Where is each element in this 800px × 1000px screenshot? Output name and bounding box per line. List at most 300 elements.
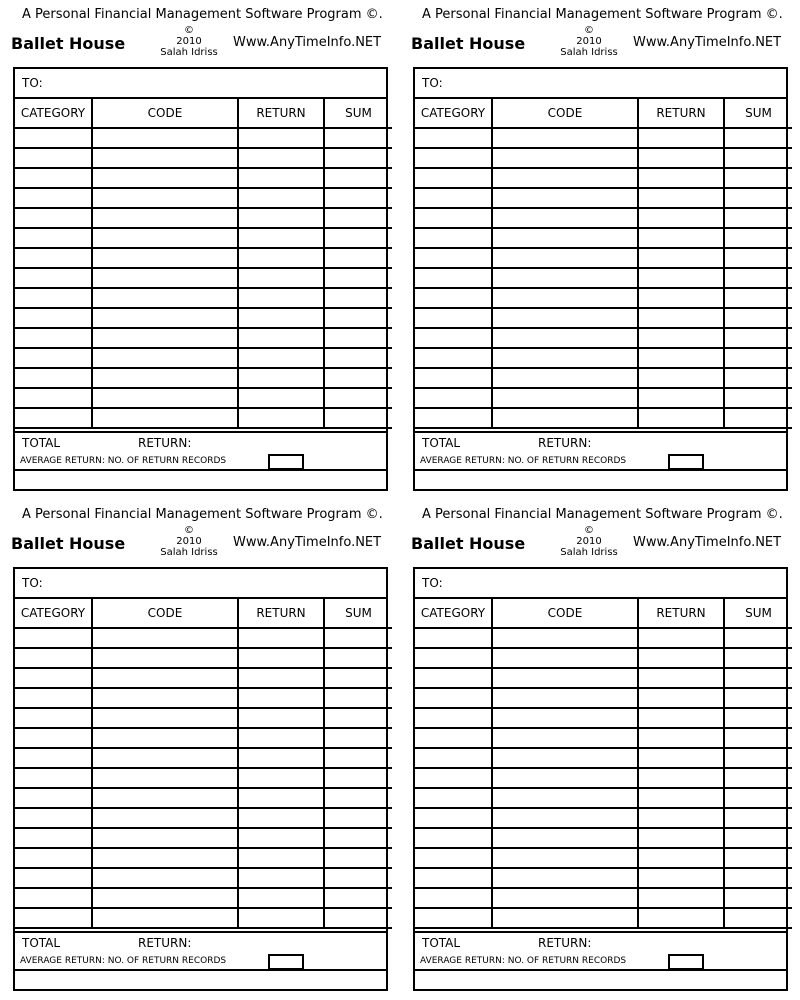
category-cell[interactable] xyxy=(15,768,92,788)
category-cell[interactable] xyxy=(415,648,492,668)
category-cell[interactable] xyxy=(415,228,492,248)
code-cell[interactable] xyxy=(492,348,638,368)
return-cell[interactable] xyxy=(638,788,724,808)
sum-cell[interactable] xyxy=(324,328,392,348)
code-cell[interactable] xyxy=(492,688,638,708)
category-cell[interactable] xyxy=(415,328,492,348)
to-field[interactable] xyxy=(415,569,786,599)
copyright-year: 2010 xyxy=(176,36,202,47)
category-cell[interactable] xyxy=(415,628,492,648)
code-cell[interactable] xyxy=(92,368,238,388)
sum-cell[interactable] xyxy=(324,668,392,688)
table-row xyxy=(15,208,392,228)
return-cell[interactable] xyxy=(238,188,324,208)
code-cell[interactable] xyxy=(92,748,238,768)
sum-cell[interactable] xyxy=(324,308,392,328)
total-label: TOTAL xyxy=(422,436,461,450)
sum-cell[interactable] xyxy=(724,768,792,788)
sum-cell[interactable] xyxy=(324,408,392,428)
category-cell[interactable] xyxy=(15,628,92,648)
sum-cell[interactable] xyxy=(724,808,792,828)
code-cell[interactable] xyxy=(492,208,638,228)
category-cell[interactable] xyxy=(415,688,492,708)
sum-cell[interactable] xyxy=(724,708,792,728)
code-cell[interactable] xyxy=(492,848,638,868)
category-cell[interactable] xyxy=(415,368,492,388)
return-cell[interactable] xyxy=(638,808,724,828)
code-cell[interactable] xyxy=(92,128,238,148)
code-cell[interactable] xyxy=(492,668,638,688)
return-cell[interactable] xyxy=(638,748,724,768)
category-cell[interactable] xyxy=(415,748,492,768)
table-row xyxy=(415,228,792,248)
return-cell[interactable] xyxy=(238,668,324,688)
return-cell[interactable] xyxy=(638,648,724,668)
code-cell[interactable] xyxy=(492,888,638,908)
return-cell[interactable] xyxy=(238,228,324,248)
average-return-label: AVERAGE RETURN: NO. OF RETURN RECORDS xyxy=(20,956,227,966)
code-cell[interactable] xyxy=(492,808,638,828)
code-cell[interactable] xyxy=(492,748,638,768)
to-field[interactable] xyxy=(15,569,386,599)
category-cell[interactable] xyxy=(415,908,492,928)
return-cell[interactable] xyxy=(638,688,724,708)
return-cell[interactable] xyxy=(638,288,724,308)
sum-cell[interactable] xyxy=(724,148,792,168)
return-total-label: RETURN: xyxy=(138,936,192,950)
category-cell[interactable] xyxy=(415,268,492,288)
sum-cell[interactable] xyxy=(324,788,392,808)
table-row xyxy=(15,268,392,288)
category-cell[interactable] xyxy=(15,828,92,848)
sum-cell[interactable] xyxy=(324,828,392,848)
category-cell[interactable] xyxy=(15,888,92,908)
code-cell[interactable] xyxy=(92,688,238,708)
return-cell[interactable] xyxy=(238,888,324,908)
code-cell[interactable] xyxy=(492,908,638,928)
category-cell[interactable] xyxy=(15,848,92,868)
code-cell[interactable] xyxy=(492,148,638,168)
sum-cell[interactable] xyxy=(724,828,792,848)
return-cell[interactable] xyxy=(638,868,724,888)
code-cell[interactable] xyxy=(492,228,638,248)
code-cell[interactable] xyxy=(92,908,238,928)
table-row xyxy=(15,148,392,168)
category-cell[interactable] xyxy=(415,408,492,428)
sum-cell[interactable] xyxy=(724,268,792,288)
category-cell[interactable] xyxy=(415,388,492,408)
table-row xyxy=(15,348,392,368)
table-row xyxy=(15,888,392,908)
sum-cell[interactable] xyxy=(324,648,392,668)
category-cell[interactable] xyxy=(15,248,92,268)
return-cell[interactable] xyxy=(638,308,724,328)
return-cell[interactable] xyxy=(238,268,324,288)
category-cell[interactable] xyxy=(15,328,92,348)
column-header-code: CODE xyxy=(92,99,238,128)
return-records-count-field[interactable] xyxy=(268,454,304,470)
return-cell[interactable] xyxy=(238,328,324,348)
sum-cell[interactable] xyxy=(324,888,392,908)
code-cell[interactable] xyxy=(92,848,238,868)
category-cell[interactable] xyxy=(415,288,492,308)
category-cell[interactable] xyxy=(415,308,492,328)
code-cell[interactable] xyxy=(92,188,238,208)
table-row xyxy=(415,768,792,788)
author-name: Salah Idriss xyxy=(560,47,618,58)
return-cell[interactable] xyxy=(238,248,324,268)
return-cell[interactable] xyxy=(638,888,724,908)
sum-cell[interactable] xyxy=(324,768,392,788)
return-cell[interactable] xyxy=(238,788,324,808)
sum-cell[interactable] xyxy=(724,668,792,688)
category-cell[interactable] xyxy=(15,748,92,768)
table-row xyxy=(415,148,792,168)
return-cell[interactable] xyxy=(638,128,724,148)
code-cell[interactable] xyxy=(492,408,638,428)
code-cell[interactable] xyxy=(492,708,638,728)
return-cell[interactable] xyxy=(238,768,324,788)
sum-cell[interactable] xyxy=(324,348,392,368)
table-row xyxy=(415,648,792,668)
sum-cell[interactable] xyxy=(324,728,392,748)
category-cell[interactable] xyxy=(15,188,92,208)
category-cell[interactable] xyxy=(415,188,492,208)
return-cell[interactable] xyxy=(638,228,724,248)
average-return-field[interactable] xyxy=(415,969,786,989)
sum-cell[interactable] xyxy=(724,848,792,868)
return-total-label: RETURN: xyxy=(538,936,592,950)
copyright-block xyxy=(154,525,224,558)
copyright-block xyxy=(154,25,224,58)
category-cell[interactable] xyxy=(15,228,92,248)
column-header-code: CODE xyxy=(492,99,638,128)
sum-cell[interactable] xyxy=(324,208,392,228)
return-cell[interactable] xyxy=(238,908,324,928)
sum-cell[interactable] xyxy=(724,388,792,408)
category-cell[interactable] xyxy=(15,308,92,328)
return-cell[interactable] xyxy=(638,208,724,228)
table-header-row xyxy=(15,99,392,128)
return-cell[interactable] xyxy=(238,368,324,388)
category-cell[interactable] xyxy=(15,728,92,748)
code-cell[interactable] xyxy=(492,328,638,348)
return-cell[interactable] xyxy=(638,148,724,168)
sum-cell[interactable] xyxy=(724,188,792,208)
return-cell[interactable] xyxy=(238,148,324,168)
copyright-symbol: © xyxy=(184,25,194,36)
category-cell[interactable] xyxy=(15,408,92,428)
return-cell[interactable] xyxy=(638,188,724,208)
category-cell[interactable] xyxy=(415,208,492,228)
sum-cell[interactable] xyxy=(724,168,792,188)
code-cell[interactable] xyxy=(92,248,238,268)
average-return-label: AVERAGE RETURN: NO. OF RETURN RECORDS xyxy=(420,456,627,466)
table-row xyxy=(415,848,792,868)
return-cell[interactable] xyxy=(238,168,324,188)
return-cell[interactable] xyxy=(638,408,724,428)
sum-cell[interactable] xyxy=(724,628,792,648)
sum-cell[interactable] xyxy=(324,188,392,208)
code-cell[interactable] xyxy=(492,128,638,148)
category-cell[interactable] xyxy=(15,648,92,668)
return-cell[interactable] xyxy=(638,268,724,288)
code-cell[interactable] xyxy=(92,328,238,348)
sum-cell[interactable] xyxy=(324,368,392,388)
sum-cell[interactable] xyxy=(324,228,392,248)
category-cell[interactable] xyxy=(415,668,492,688)
sum-cell[interactable] xyxy=(724,348,792,368)
sum-cell[interactable] xyxy=(724,688,792,708)
code-cell[interactable] xyxy=(492,828,638,848)
sum-cell[interactable] xyxy=(724,788,792,808)
sum-cell[interactable] xyxy=(324,288,392,308)
sum-cell[interactable] xyxy=(724,288,792,308)
return-records-count-field[interactable] xyxy=(668,454,704,470)
author-name: Salah Idriss xyxy=(160,547,218,558)
return-cell[interactable] xyxy=(238,128,324,148)
code-cell[interactable] xyxy=(492,388,638,408)
sum-cell[interactable] xyxy=(724,648,792,668)
code-cell[interactable] xyxy=(92,148,238,168)
category-cell[interactable] xyxy=(15,168,92,188)
code-cell[interactable] xyxy=(92,668,238,688)
sum-cell[interactable] xyxy=(324,388,392,408)
table-row xyxy=(15,748,392,768)
code-cell[interactable] xyxy=(492,168,638,188)
code-cell[interactable] xyxy=(92,288,238,308)
column-header-code: CODE xyxy=(92,599,238,628)
entries-table xyxy=(415,599,792,929)
code-cell[interactable] xyxy=(492,648,638,668)
return-cell[interactable] xyxy=(238,348,324,368)
brand-name: Ballet House xyxy=(11,34,126,53)
average-return-field[interactable] xyxy=(15,469,386,489)
to-field[interactable] xyxy=(15,69,386,99)
category-cell[interactable] xyxy=(415,728,492,748)
sum-cell[interactable] xyxy=(324,868,392,888)
expense-form xyxy=(404,0,794,496)
code-cell[interactable] xyxy=(492,248,638,268)
category-cell[interactable] xyxy=(415,888,492,908)
column-header-return: RETURN xyxy=(238,99,324,128)
category-cell[interactable] xyxy=(15,868,92,888)
return-cell[interactable] xyxy=(238,308,324,328)
sum-cell[interactable] xyxy=(324,908,392,928)
column-header-sum: SUM xyxy=(324,599,392,628)
return-cell[interactable] xyxy=(638,348,724,368)
code-cell[interactable] xyxy=(92,648,238,668)
return-cell[interactable] xyxy=(638,168,724,188)
category-cell[interactable] xyxy=(15,128,92,148)
category-cell[interactable] xyxy=(415,128,492,148)
column-header-category: CATEGORY xyxy=(15,99,92,128)
return-cell[interactable] xyxy=(238,848,324,868)
return-records-count-field[interactable] xyxy=(668,954,704,970)
category-cell[interactable] xyxy=(15,788,92,808)
sum-cell[interactable] xyxy=(324,688,392,708)
sum-cell[interactable] xyxy=(324,708,392,728)
category-cell[interactable] xyxy=(15,668,92,688)
code-cell[interactable] xyxy=(92,708,238,728)
sum-cell[interactable] xyxy=(324,148,392,168)
total-label: TOTAL xyxy=(422,936,461,950)
return-cell[interactable] xyxy=(238,868,324,888)
website-url: Www.AnyTimeInfo.NET xyxy=(233,35,382,50)
return-cell[interactable] xyxy=(238,748,324,768)
total-label: TOTAL xyxy=(22,936,61,950)
sum-cell[interactable] xyxy=(724,368,792,388)
return-cell[interactable] xyxy=(238,288,324,308)
return-records-count-field[interactable] xyxy=(268,954,304,970)
code-cell[interactable] xyxy=(92,808,238,828)
category-cell[interactable] xyxy=(415,348,492,368)
return-cell[interactable] xyxy=(638,388,724,408)
return-cell[interactable] xyxy=(238,628,324,648)
totals-section xyxy=(415,931,786,971)
sum-cell[interactable] xyxy=(324,128,392,148)
return-cell[interactable] xyxy=(238,208,324,228)
code-cell[interactable] xyxy=(92,888,238,908)
return-cell[interactable] xyxy=(238,688,324,708)
sum-cell[interactable] xyxy=(724,208,792,228)
code-cell[interactable] xyxy=(92,168,238,188)
copyright-symbol: © xyxy=(184,525,194,536)
table-row xyxy=(15,708,392,728)
table-row xyxy=(15,128,392,148)
table-row xyxy=(15,808,392,828)
code-cell[interactable] xyxy=(92,728,238,748)
to-field[interactable] xyxy=(415,69,786,99)
return-cell[interactable] xyxy=(238,408,324,428)
table-row xyxy=(15,188,392,208)
return-cell[interactable] xyxy=(638,768,724,788)
sum-cell[interactable] xyxy=(724,308,792,328)
category-cell[interactable] xyxy=(15,808,92,828)
table-row xyxy=(415,388,792,408)
category-cell[interactable] xyxy=(415,768,492,788)
copyright-year: 2010 xyxy=(176,536,202,547)
code-cell[interactable] xyxy=(92,228,238,248)
return-cell[interactable] xyxy=(638,848,724,868)
category-cell[interactable] xyxy=(415,868,492,888)
category-cell[interactable] xyxy=(415,708,492,728)
column-header-return: RETURN xyxy=(638,599,724,628)
sum-cell[interactable] xyxy=(724,868,792,888)
code-cell[interactable] xyxy=(92,768,238,788)
average-return-field[interactable] xyxy=(15,969,386,989)
category-cell[interactable] xyxy=(15,368,92,388)
code-cell[interactable] xyxy=(92,308,238,328)
code-cell[interactable] xyxy=(492,868,638,888)
return-cell[interactable] xyxy=(638,728,724,748)
sum-cell[interactable] xyxy=(324,248,392,268)
sum-cell[interactable] xyxy=(724,728,792,748)
category-cell[interactable] xyxy=(15,908,92,928)
table-row xyxy=(415,408,792,428)
sum-cell[interactable] xyxy=(324,848,392,868)
code-cell[interactable] xyxy=(92,828,238,848)
average-return-field[interactable] xyxy=(415,469,786,489)
code-cell[interactable] xyxy=(492,368,638,388)
category-cell[interactable] xyxy=(415,148,492,168)
return-cell[interactable] xyxy=(238,648,324,668)
sum-cell[interactable] xyxy=(724,748,792,768)
return-cell[interactable] xyxy=(638,628,724,648)
category-cell[interactable] xyxy=(15,348,92,368)
category-cell[interactable] xyxy=(415,788,492,808)
code-cell[interactable] xyxy=(92,868,238,888)
code-cell[interactable] xyxy=(92,408,238,428)
sum-cell[interactable] xyxy=(724,128,792,148)
code-cell[interactable] xyxy=(492,288,638,308)
code-cell[interactable] xyxy=(92,348,238,368)
code-cell[interactable] xyxy=(92,388,238,408)
return-cell[interactable] xyxy=(238,728,324,748)
sum-cell[interactable] xyxy=(724,228,792,248)
code-cell[interactable] xyxy=(492,628,638,648)
sum-cell[interactable] xyxy=(724,248,792,268)
category-cell[interactable] xyxy=(415,828,492,848)
category-cell[interactable] xyxy=(415,848,492,868)
code-cell[interactable] xyxy=(92,268,238,288)
return-cell[interactable] xyxy=(638,908,724,928)
category-cell[interactable] xyxy=(15,708,92,728)
category-cell[interactable] xyxy=(15,148,92,168)
sum-cell[interactable] xyxy=(724,888,792,908)
code-cell[interactable] xyxy=(492,268,638,288)
sum-cell[interactable] xyxy=(324,748,392,768)
code-cell[interactable] xyxy=(492,788,638,808)
sum-cell[interactable] xyxy=(324,268,392,288)
sum-cell[interactable] xyxy=(724,408,792,428)
return-cell[interactable] xyxy=(238,828,324,848)
sum-cell[interactable] xyxy=(324,808,392,828)
return-cell[interactable] xyxy=(638,328,724,348)
category-cell[interactable] xyxy=(15,688,92,708)
sum-cell[interactable] xyxy=(724,908,792,928)
sum-cell[interactable] xyxy=(724,328,792,348)
code-cell[interactable] xyxy=(92,788,238,808)
return-cell[interactable] xyxy=(638,368,724,388)
return-total-label: RETURN: xyxy=(538,436,592,450)
sum-cell[interactable] xyxy=(324,168,392,188)
return-cell[interactable] xyxy=(638,248,724,268)
code-cell[interactable] xyxy=(492,308,638,328)
code-cell[interactable] xyxy=(92,208,238,228)
category-cell[interactable] xyxy=(15,388,92,408)
code-cell[interactable] xyxy=(492,728,638,748)
return-cell[interactable] xyxy=(238,388,324,408)
category-cell[interactable] xyxy=(15,268,92,288)
return-cell[interactable] xyxy=(638,708,724,728)
author-name: Salah Idriss xyxy=(160,47,218,58)
return-cell[interactable] xyxy=(638,828,724,848)
code-cell[interactable] xyxy=(92,628,238,648)
sum-cell[interactable] xyxy=(324,628,392,648)
return-cell[interactable] xyxy=(638,668,724,688)
category-cell[interactable] xyxy=(15,288,92,308)
return-cell[interactable] xyxy=(238,808,324,828)
return-cell[interactable] xyxy=(238,708,324,728)
category-cell[interactable] xyxy=(415,248,492,268)
category-cell[interactable] xyxy=(415,808,492,828)
table-row xyxy=(415,788,792,808)
category-cell[interactable] xyxy=(15,208,92,228)
code-cell[interactable] xyxy=(492,768,638,788)
category-cell[interactable] xyxy=(415,168,492,188)
code-cell[interactable] xyxy=(492,188,638,208)
